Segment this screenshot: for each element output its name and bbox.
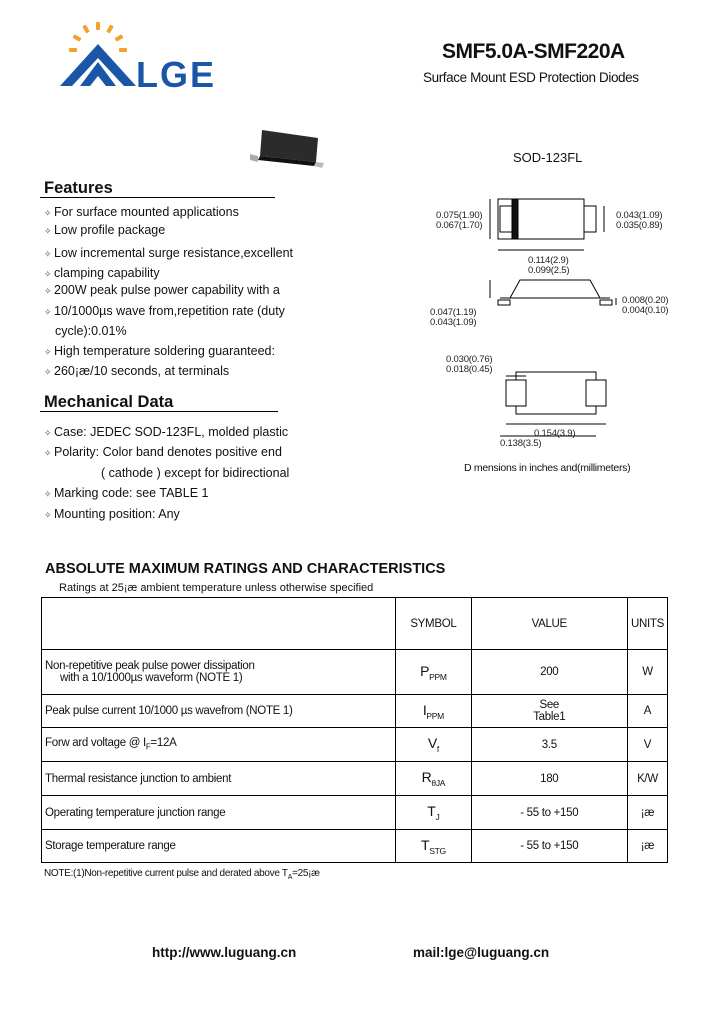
bullet-icon: ✧ <box>44 269 52 279</box>
param-cell: Operating temperature junction range <box>42 796 396 830</box>
feature-item: ✧ 10/1000µs wave from,repetition rate (duty <box>44 304 285 318</box>
mechanical-item: ✧ Polarity: Color band denotes positive end <box>44 445 282 459</box>
dimension-drawing <box>420 180 690 460</box>
feature-item: ✧ High temperature soldering guaranteed: <box>44 344 275 358</box>
value-cell: 180 <box>471 762 627 796</box>
bullet-icon: ✧ <box>44 489 52 499</box>
value-cell: 200 <box>471 650 627 695</box>
table-row <box>42 830 668 863</box>
param-cell: Storage temperature range <box>42 830 396 863</box>
table-row <box>42 695 668 728</box>
website-link[interactable]: http://www.luguang.cn <box>152 945 297 960</box>
bullet-icon: ✧ <box>44 428 52 438</box>
dimensions-caption: D mensions in inches and(millimeters) <box>464 462 631 474</box>
feature-item: ✧ Low profile package <box>44 223 166 237</box>
symbol-header: SYMBOL <box>396 598 471 650</box>
email-link[interactable]: mail:lge@luguang.cn <box>413 945 550 960</box>
feature-item-continuation: cycle):0.01% <box>55 324 127 338</box>
dim-label: 0.099(2.5) <box>528 265 570 276</box>
dim-label: 0.154(3.9) <box>534 428 576 439</box>
table-header-row <box>42 598 668 650</box>
unit-cell: K/W <box>627 762 667 796</box>
table-row <box>42 650 668 695</box>
bullet-icon: ✧ <box>44 249 52 259</box>
symbol-cell: $P_{PPM}$ <box>396 650 471 695</box>
dim-label: 0.114(2.9) <box>528 255 569 266</box>
package-photo-icon <box>246 126 326 174</box>
bullet-icon: ✧ <box>44 226 52 236</box>
table-row <box>42 762 668 796</box>
document-subtitle: Surface Mount ESD Protection Diodes <box>423 70 639 85</box>
dim-label: 0.018(0.45) <box>446 364 493 375</box>
units-header: UNITS <box>627 598 667 650</box>
feature-item: ✧ clamping capability <box>44 266 160 280</box>
param-cell: Peak pulse current 10/1000 µs wavefrom (NOTE 1) <box>42 695 396 728</box>
dim-label: 0.047(1.19) <box>430 307 477 318</box>
feature-item: ✧ Low incremental surge resistance,excellent <box>44 246 294 260</box>
logo-mark-icon <box>58 22 138 88</box>
value-cell: - 55 to +150 <box>471 796 627 830</box>
bullet-icon: ✧ <box>44 367 52 377</box>
features-rule <box>40 197 275 198</box>
mechanical-item: ✧ Case: JEDEC SOD-123FL, molded plastic <box>44 425 289 439</box>
unit-cell: V <box>627 728 667 762</box>
dim-label: 0.043(1.09) <box>616 210 663 221</box>
unit-cell: W <box>627 650 667 695</box>
mechanical-rule <box>40 411 278 412</box>
symbol-cell: $I_{PPM}$ <box>396 695 471 728</box>
value-cell: See Table1 <box>471 695 627 728</box>
param-cell: Thermal resistance junction to ambient <box>42 762 396 796</box>
dim-label: 0.008(0.20) <box>622 295 669 306</box>
bullet-icon: ✧ <box>44 448 52 458</box>
value-cell: 3.5 <box>471 728 627 762</box>
dim-label: 0.035(0.89) <box>616 220 663 231</box>
symbol-cell: $T_{STG}$ <box>396 830 471 863</box>
mechanical-item: ✧ Marking code: see TABLE 1 <box>44 486 209 500</box>
ratings-table <box>41 597 668 863</box>
symbol-cell: $V_f$ <box>396 728 471 762</box>
table-header-cell <box>42 598 396 650</box>
param-cell: Non-repetitive peak pulse power dissipation with a 10/1000µs waveform (NOTE 1) <box>42 650 396 695</box>
mechanical-item: ✧ Mounting position: Any <box>44 507 180 521</box>
package-name: SOD-123FL <box>513 150 583 165</box>
feature-item: ✧ 200W peak pulse power capability with a <box>44 283 280 297</box>
dim-label: 0.067(1.70) <box>436 220 483 231</box>
feature-item: ✧ 260¡æ/10 seconds, at terminals <box>44 364 230 378</box>
ratings-note: Ratings at 25¡æ ambient temperature unless otherwise specified <box>59 582 374 594</box>
bullet-icon: ✧ <box>44 347 52 357</box>
features-heading: Features <box>44 179 113 197</box>
mechanical-heading: Mechanical Data <box>44 393 174 411</box>
table-row <box>42 728 668 762</box>
mechanical-item-continuation: ( cathode ) except for bidirectional <box>101 466 290 480</box>
table-row <box>42 796 668 830</box>
dim-label: 0.043(1.09) <box>430 317 477 328</box>
table-footnote: NOTE:(1)Non-repetitive current pulse and derated above $T_A=25¡æ$ <box>44 868 320 881</box>
logo-text: LGE <box>136 54 217 95</box>
dim-label: 0.138(3.5) <box>500 438 542 449</box>
symbol-cell: $R_{\theta JA}$ <box>396 762 471 796</box>
symbol-cell: $T_J$ <box>396 796 471 830</box>
dim-label: 0.004(0.10) <box>622 305 669 316</box>
bullet-icon: ✧ <box>44 208 52 218</box>
value-cell: - 55 to +150 <box>471 830 627 863</box>
dim-label: 0.075(1.90) <box>436 210 483 221</box>
bullet-icon: ✧ <box>44 510 52 520</box>
ratings-title: ABSOLUTE MAXIMUM RATINGS AND CHARACTERISTICS <box>45 561 446 577</box>
unit-cell: A <box>627 695 667 728</box>
unit-cell: ¡æ <box>627 796 667 830</box>
value-header: VALUE <box>471 598 627 650</box>
bullet-icon: ✧ <box>44 286 52 296</box>
feature-item: ✧ For surface mounted applications <box>44 205 239 219</box>
unit-cell: ¡æ <box>627 830 667 863</box>
bullet-icon: ✧ <box>44 307 52 317</box>
param-cell: Forw ard voltage @ $I_F=12A$ <box>42 728 396 762</box>
document-title: SMF5.0A-SMF220A <box>442 40 625 63</box>
dim-label: 0.030(0.76) <box>446 354 493 365</box>
